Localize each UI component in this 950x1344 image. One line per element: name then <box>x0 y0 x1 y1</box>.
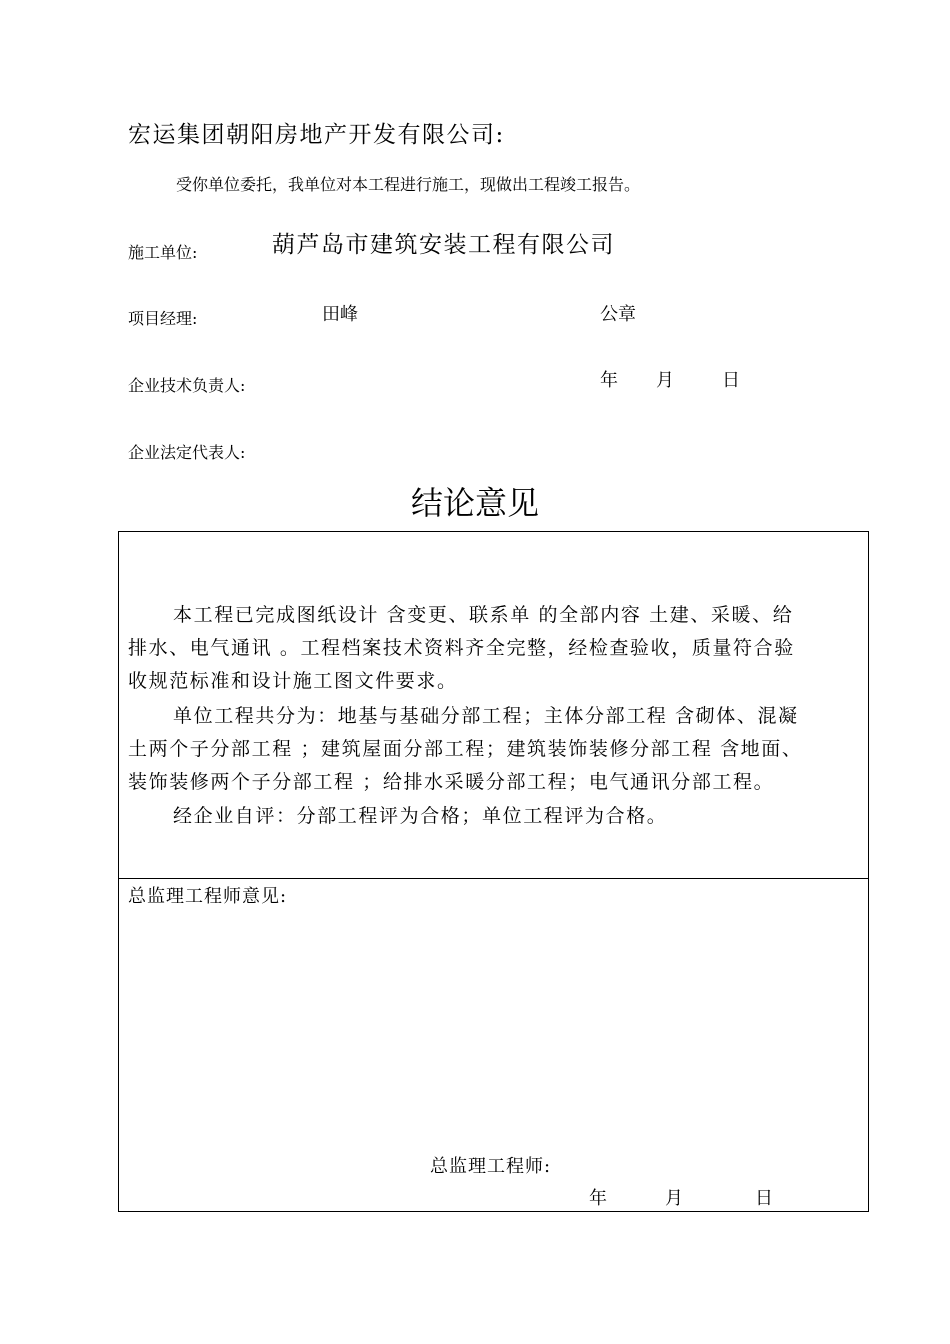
supervisor-date-day: 日 <box>755 1188 773 1209</box>
supervisor-sign-label: 总监理工程师: <box>430 1156 552 1177</box>
conclusion-line: 收规范标准和设计施工图文件要求。 <box>128 670 458 692</box>
conclusion-table <box>118 531 869 1212</box>
construction-unit-value: 葫芦岛市建筑安装工程有限公司 <box>272 232 615 258</box>
supervisor-opinion-label: 总监理工程师意见: <box>128 886 288 907</box>
intro-text: 受你单位委托，我单位对本工程进行施工，现做出工程竣工报告。 <box>176 175 641 194</box>
conclusion-line: 经企业自评：分部工程评为合格；单位工程评为合格。 <box>173 805 668 827</box>
date-year: 年 <box>600 370 618 391</box>
supervisor-date-year: 年 <box>589 1188 607 1209</box>
supervisor-date-month: 月 <box>665 1188 683 1209</box>
conclusion-line: 排水、电气通讯 。工程档案技术资料齐全完整，经检查验收，质量符合验 <box>128 637 795 659</box>
construction-unit-label: 施工单位: <box>128 243 198 262</box>
conclusion-line: 土两个子分部工程 ；建筑屋面分部工程；建筑装饰装修分部工程 含地面、 <box>128 738 803 760</box>
official-seal-label: 公章 <box>600 304 636 325</box>
project-manager-label: 项目经理: <box>128 309 198 328</box>
date-month: 月 <box>656 370 674 391</box>
conclusion-cell <box>119 532 868 879</box>
conclusion-line: 装饰装修两个子分部工程 ；给排水采暖分部工程；电气通讯分部工程。 <box>128 771 775 793</box>
date-day: 日 <box>722 370 740 391</box>
project-manager-value: 田峰 <box>322 304 358 325</box>
conclusion-line: 本工程已完成图纸设计 含变更、联系单 的全部内容 土建、采暖、给 <box>173 604 794 626</box>
tech-lead-label: 企业技术负责人: <box>128 376 246 395</box>
conclusion-line: 单位工程共分为：地基与基础分部工程；主体分部工程 含砌体、混凝 <box>173 705 799 727</box>
addressee: 宏运集团朝阳房地产开发有限公司: <box>128 122 505 148</box>
conclusion-title: 结论意见 <box>410 484 539 522</box>
legal-rep-label: 企业法定代表人: <box>128 443 246 462</box>
